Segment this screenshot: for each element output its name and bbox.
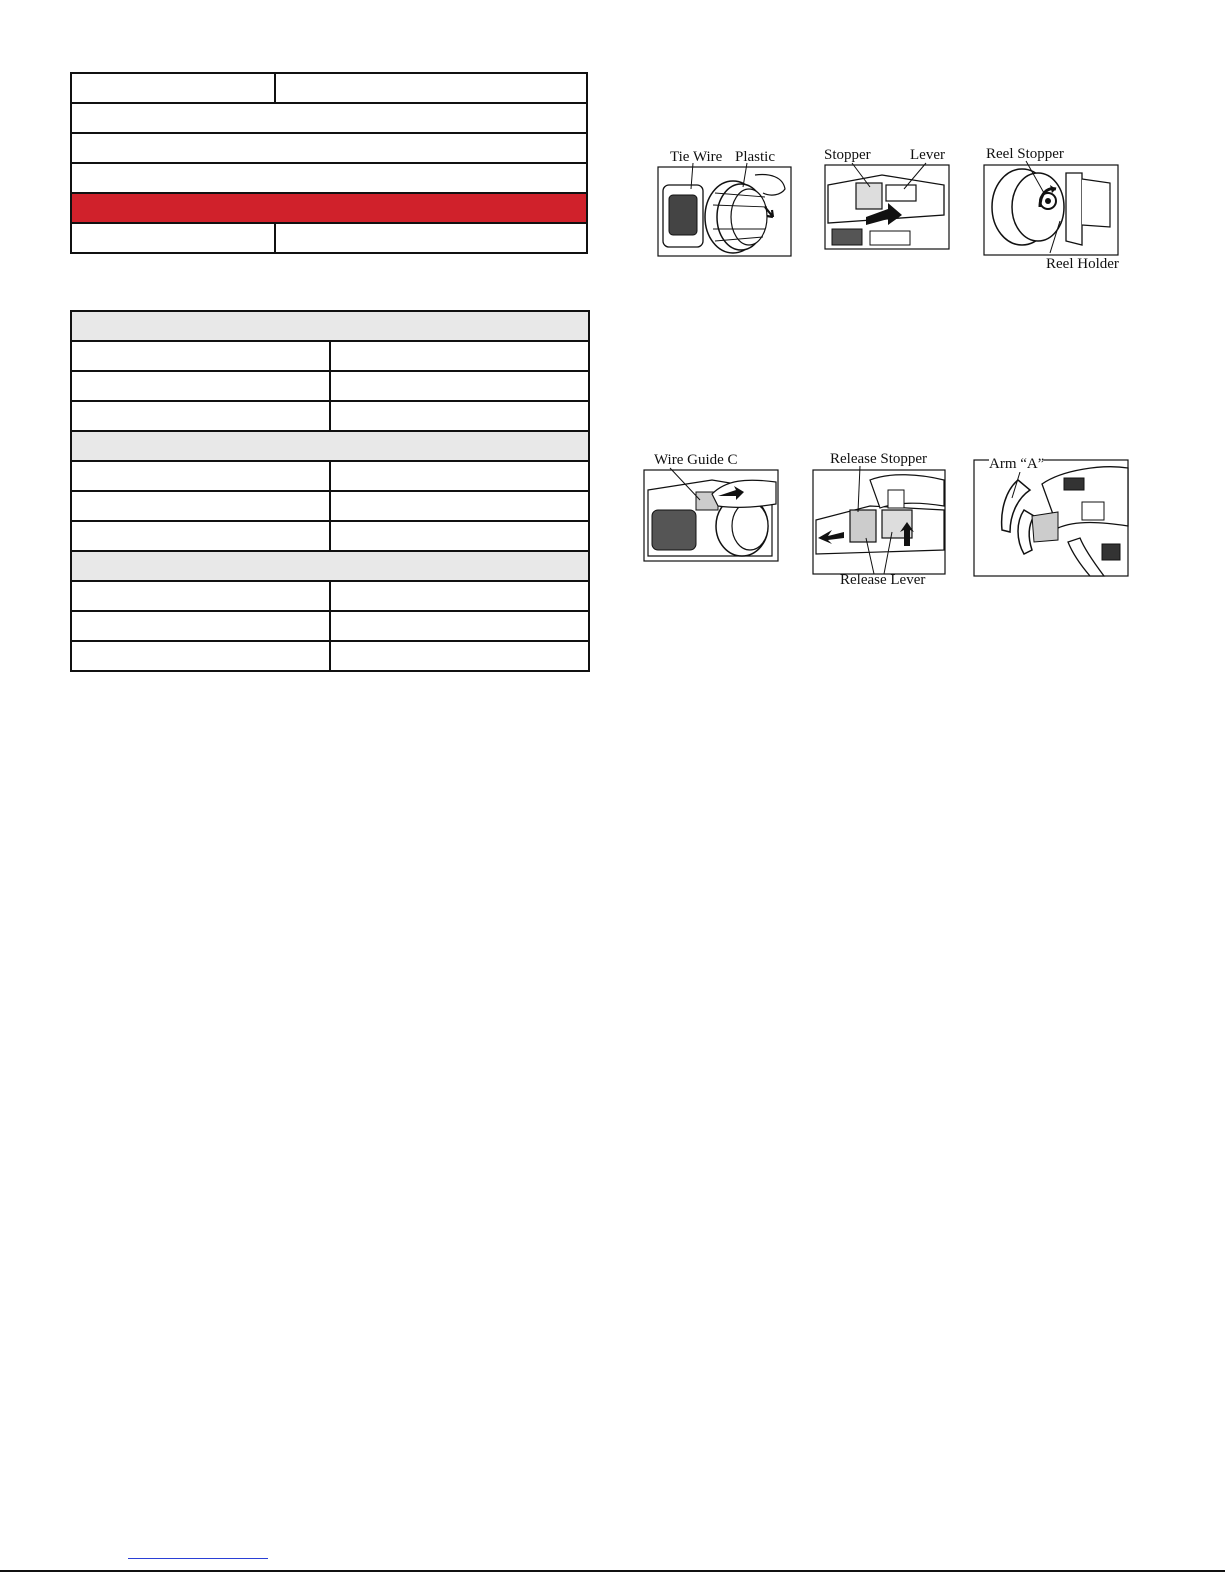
spec-row	[71, 223, 587, 253]
footer-link-underline[interactable]	[128, 1558, 268, 1559]
spec-cell	[275, 223, 587, 253]
section-header	[71, 311, 589, 341]
figure-tie-wire	[655, 145, 795, 260]
table-cell	[71, 461, 330, 491]
table-row	[71, 641, 589, 671]
section-header-row	[71, 551, 589, 581]
table-row	[71, 341, 589, 371]
table-cell	[330, 521, 589, 551]
figure-arm-a	[972, 450, 1130, 580]
spec-cell	[275, 73, 587, 103]
table-cell	[71, 341, 330, 371]
label-reel-holder: Reel Holder	[1046, 256, 1119, 272]
spec-cell	[71, 163, 587, 193]
table-cell	[71, 371, 330, 401]
table-cell	[330, 371, 589, 401]
label-plastic: Plastic	[735, 149, 775, 165]
table-cell	[71, 641, 330, 671]
label-release-lever: Release Lever	[840, 572, 926, 588]
table-cell	[330, 641, 589, 671]
figure-reel-stopper	[982, 145, 1122, 270]
figure-stopper-lever	[822, 145, 952, 253]
label-reel-stopper: Reel Stopper	[986, 146, 1064, 162]
table-row	[71, 611, 589, 641]
maintenance-table	[70, 310, 590, 672]
table-row	[71, 521, 589, 551]
table-cell	[330, 401, 589, 431]
table-cell	[71, 401, 330, 431]
figure-wire-guide-c	[642, 450, 782, 565]
table-cell	[330, 581, 589, 611]
spec-highlight-cell	[71, 193, 587, 223]
spec-cell	[71, 223, 275, 253]
table-cell	[330, 611, 589, 641]
label-arm-a: Arm “A”	[989, 456, 1045, 472]
spec-row	[71, 133, 587, 163]
table-cell	[71, 611, 330, 641]
table-cell	[330, 461, 589, 491]
label-tie-wire: Tie Wire	[670, 149, 723, 165]
spec-row	[71, 103, 587, 133]
spec-row	[71, 163, 587, 193]
section-header	[71, 431, 589, 461]
figure-release-stopper	[810, 450, 950, 592]
section-header	[71, 551, 589, 581]
label-release-stopper: Release Stopper	[830, 451, 928, 467]
spec-cell	[71, 73, 275, 103]
footer-rule	[0, 1570, 1225, 1572]
table-cell	[330, 341, 589, 371]
table-cell	[71, 491, 330, 521]
tool-illustration	[810, 450, 950, 592]
table-row	[71, 461, 589, 491]
label-wire-guide-c: Wire Guide C	[654, 452, 738, 468]
label-lever: Lever	[910, 147, 945, 163]
table-row	[71, 491, 589, 521]
table-cell	[330, 491, 589, 521]
table-row	[71, 371, 589, 401]
spec-table	[70, 72, 588, 254]
section-header-row	[71, 311, 589, 341]
spec-highlight-row	[71, 193, 587, 223]
tool-illustration	[982, 145, 1122, 270]
section-header-row	[71, 431, 589, 461]
spec-row	[71, 73, 587, 103]
spec-cell	[71, 103, 587, 133]
table-row	[71, 401, 589, 431]
table-cell	[71, 581, 330, 611]
table-row	[71, 581, 589, 611]
spec-cell	[71, 133, 587, 163]
table-cell	[71, 521, 330, 551]
label-stopper: Stopper	[824, 147, 871, 163]
